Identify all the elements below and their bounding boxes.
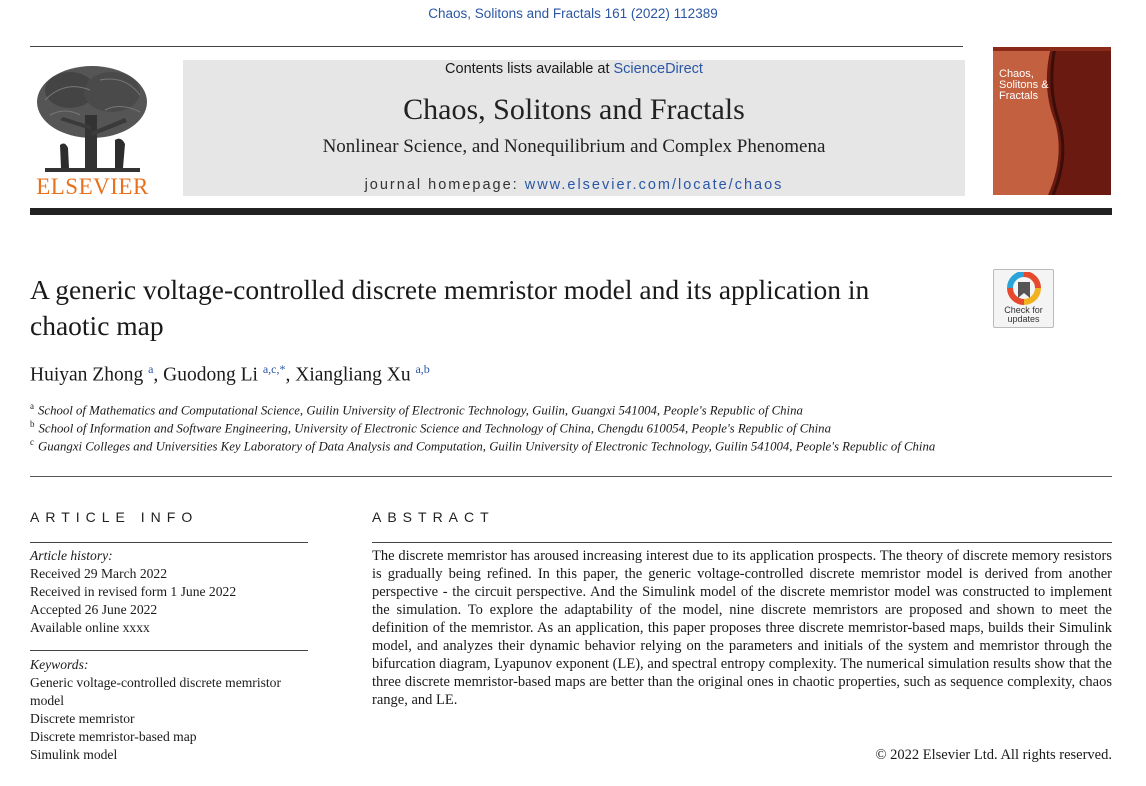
citation-link[interactable]: Chaos, Solitons and Fractals 161 (2022) 112389 xyxy=(428,6,718,21)
author-affiliation-mark[interactable]: a,c,* xyxy=(262,362,286,376)
history-item: Received in revised form 1 June 2022 xyxy=(30,584,237,599)
author-affiliation-mark[interactable]: a xyxy=(148,362,154,376)
keyword-item: Simulink model xyxy=(30,747,118,762)
history-label: Article history: xyxy=(30,548,113,563)
header-thick-rule xyxy=(30,208,1112,215)
keyword-item: Generic voltage-controlled discrete memristor model xyxy=(30,675,282,708)
affiliation-text: School of Mathematics and Computational Science, Guilin University of Electronic Technology, Guilin, Guangxi 541004, People's Republic of China xyxy=(38,403,803,418)
affiliation-text: School of Information and Software Engineering, University of Electronic Science and Technology of China, Chengdu 610054, People's Republic of China xyxy=(38,421,831,436)
affiliation-mark: c xyxy=(30,437,34,447)
journal-title: Chaos, Solitons and Fractals xyxy=(403,93,745,126)
author-name[interactable]: Huiyan Zhong xyxy=(30,364,144,386)
publisher-wordmark: ELSEVIER xyxy=(36,174,149,199)
abstract-heading: ABSTRACT xyxy=(372,509,495,525)
keyword-item: Discrete memristor-based map xyxy=(30,729,197,744)
author-separator: , xyxy=(285,364,296,386)
affiliation-item xyxy=(30,437,935,454)
check-for-updates-button[interactable] xyxy=(993,269,1054,328)
contents-prefix: Contents lists available at xyxy=(445,61,614,77)
affiliation-item xyxy=(30,419,831,436)
article-history xyxy=(30,547,310,637)
contents-line xyxy=(183,61,965,77)
copyright-notice: © 2022 Elsevier Ltd. All rights reserved. xyxy=(875,747,1112,763)
affiliation-text: Guangxi Colleges and Universities Key Laboratory of Data Analysis and Computation, Guilin University of Electronic Technology, Guilin 541004, People's Republic of China xyxy=(38,439,936,454)
keywords-rule xyxy=(30,650,308,651)
history-item: Received 29 March 2022 xyxy=(30,566,168,581)
keywords-label: Keywords: xyxy=(30,657,89,672)
journal-header-box xyxy=(183,60,965,196)
affiliation-mark: b xyxy=(30,419,35,429)
journal-cover-image[interactable] xyxy=(993,47,1111,195)
author-name[interactable]: Guodong Li xyxy=(163,364,258,386)
history-item: Available online xxxx xyxy=(30,620,150,635)
crossmark-label: Check for updates xyxy=(1004,305,1043,324)
abstract-text: The discrete memristor has aroused increasing interest due to its application prospects. The theory of discrete memory resistors is gradually being refined. In this paper, the generic voltage-controlled discrete memristor model is derived from another perspective - the circuit perspective. And the Simulink model of the discrete memristor model was constructed to implement the simulation. To explore the adaptability of the model, nine discrete memristors are proposed and shown to meet the definition of the memristor. As an application, this paper proposes three discrete memristor-based maps, builds their Simulink model, and analyzes their dynamic behavior relying on the parameters and initials of the system and memristor through the bifurcation diagram, Lyapunov exponent (LE), and spectral entropy complexity. The numerical simulation results show that the three discrete memristor-based maps are better than the original ones in chaotic properties, such as sequence complexity, chaos range, and LE. xyxy=(372,548,1112,708)
affiliation-item xyxy=(30,401,803,418)
author-affiliation-mark[interactable]: a,b xyxy=(415,362,430,376)
section-divider xyxy=(30,476,1112,477)
header-top-rule xyxy=(30,46,963,47)
abstract-rule xyxy=(372,542,1112,543)
author-list xyxy=(30,362,430,387)
journal-subtitle: Nonlinear Science, and Nonequilibrium and Complex Phenomena xyxy=(322,136,826,157)
article-info-rule xyxy=(30,542,308,543)
article-info-heading: ARTICLE INFO xyxy=(30,509,199,525)
journal-homepage-link[interactable]: www.elsevier.com/locate/chaos xyxy=(524,177,784,193)
history-item: Accepted 26 June 2022 xyxy=(30,602,158,617)
affiliation-mark: a xyxy=(30,401,34,411)
cover-title: Chaos, Solitons & Fractals xyxy=(999,68,1049,102)
sciencedirect-link[interactable]: ScienceDirect xyxy=(613,61,703,77)
paper-title: A generic voltage-controlled discrete memristor model and its application in chaotic map xyxy=(30,274,870,341)
elsevier-logo[interactable] xyxy=(30,60,155,200)
homepage-prefix: journal homepage: xyxy=(364,177,525,193)
keywords-block xyxy=(30,656,310,764)
author-separator: , xyxy=(153,364,164,386)
crossmark-icon xyxy=(1006,272,1042,306)
keyword-item: Discrete memristor xyxy=(30,711,135,726)
author-name[interactable]: Xiangliang Xu xyxy=(295,364,411,386)
homepage-line xyxy=(183,177,965,193)
